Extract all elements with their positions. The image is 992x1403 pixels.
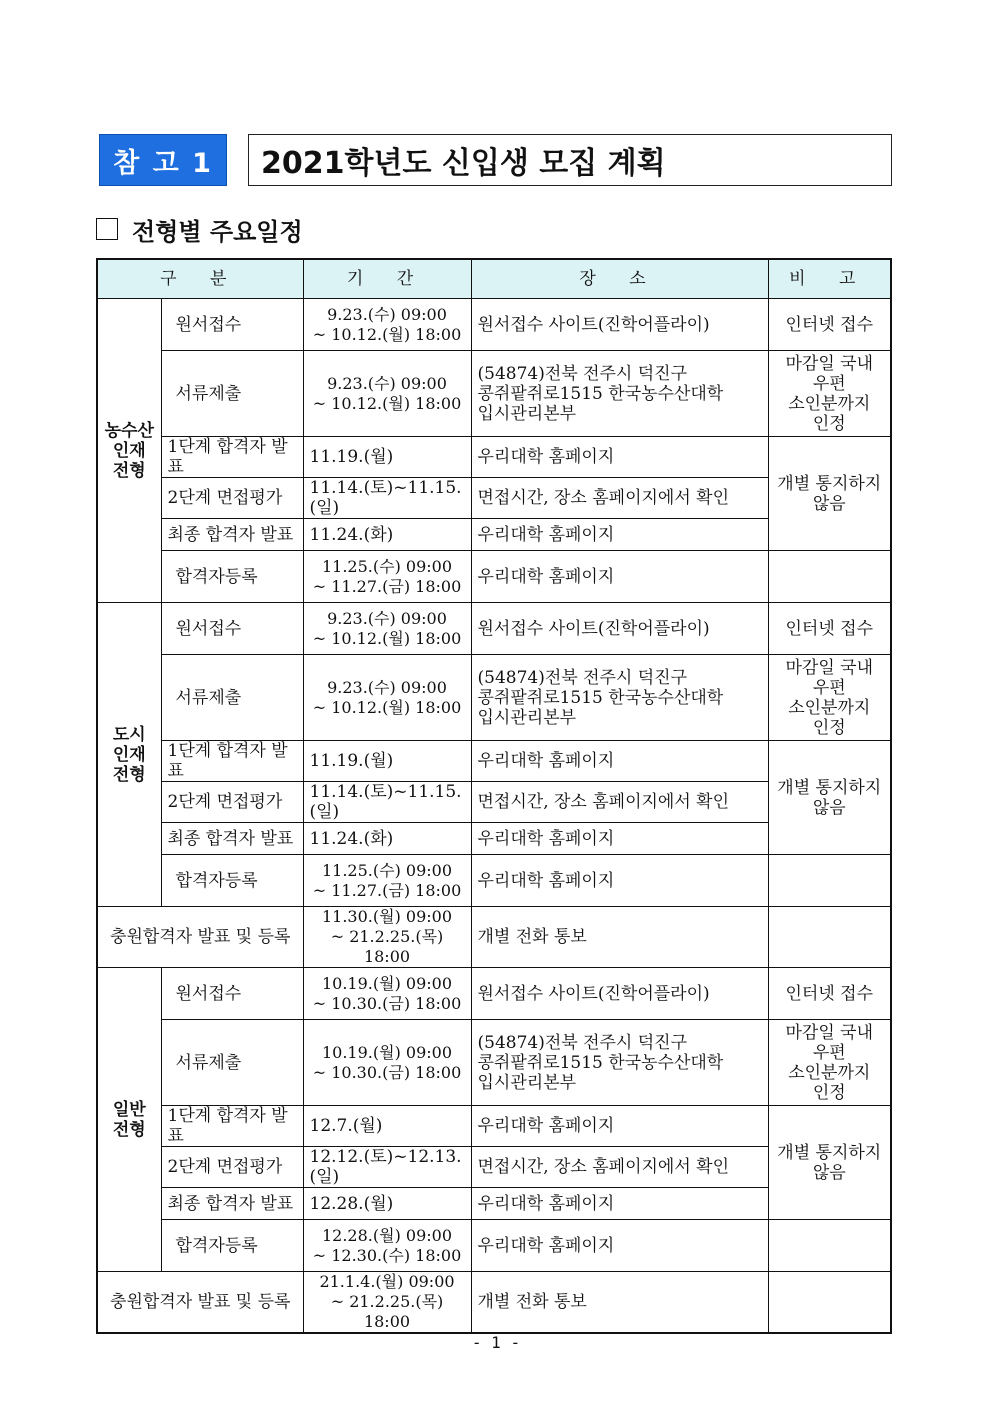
note-cell: 인터넷 접수 (768, 603, 891, 655)
item-cell: 최종 합격자 발표 (161, 519, 303, 551)
note-cell (768, 907, 891, 968)
group-name-cell: 도시 인재 전형 (97, 603, 161, 907)
note-cell: 인터넷 접수 (768, 968, 891, 1020)
item-cell: 2단계 면접평가 (161, 1147, 303, 1188)
item-cell: 최종 합격자 발표 (161, 823, 303, 855)
note-cell (768, 1272, 891, 1334)
period-cell: 11.19.(월) (303, 437, 471, 478)
table-row (97, 907, 891, 968)
header-category: 구 분 (97, 259, 303, 299)
place-cell: 우리대학 홈페이지 (471, 551, 768, 603)
item-cell: 최종 합격자 발표 (161, 1188, 303, 1220)
period-cell: 11.24.(화) (303, 519, 471, 551)
table-row (97, 1272, 891, 1334)
table-row (97, 1106, 891, 1147)
place-cell: 개별 전화 통보 (471, 907, 768, 968)
reference-badge: 참 고 1 (99, 134, 227, 186)
place-cell: (54874)전북 전주시 덕진구 콩쥐팥쥐로1515 한국농수산대학 입시관리본부 (471, 1020, 768, 1106)
period-cell: 12.7.(월) (303, 1106, 471, 1147)
item-cell: 서류제출 (161, 351, 303, 437)
period-cell: 11.30.(월) 09:00 ~ 21.2.25.(목) 18:00 (303, 907, 471, 968)
place-cell: 우리대학 홈페이지 (471, 1106, 768, 1147)
period-cell: 21.1.4.(월) 09:00 ~ 21.2.25.(목) 18:00 (303, 1272, 471, 1334)
note-cell: 마감일 국내 우편 소인분까지 인정 (768, 655, 891, 741)
item-cell: 2단계 면접평가 (161, 782, 303, 823)
item-cell: 1단계 합격자 발표 (161, 1106, 303, 1147)
note-cell: 인터넷 접수 (768, 299, 891, 351)
period-cell: 12.28.(월) (303, 1188, 471, 1220)
item-cell: 원서접수 (161, 603, 303, 655)
table-row (97, 299, 891, 351)
place-cell: 원서접수 사이트(진학어플라이) (471, 603, 768, 655)
place-cell: 면접시간, 장소 홈페이지에서 확인 (471, 478, 768, 519)
period-cell: 10.19.(월) 09:00 ~ 10.30.(금) 18:00 (303, 968, 471, 1020)
period-cell: 11.25.(수) 09:00 ~ 11.27.(금) 18:00 (303, 551, 471, 603)
period-cell: 11.19.(월) (303, 741, 471, 782)
place-cell: (54874)전북 전주시 덕진구 콩쥐팥쥐로1515 한국농수산대학 입시관리본부 (471, 655, 768, 741)
place-cell: (54874)전북 전주시 덕진구 콩쥐팥쥐로1515 한국농수산대학 입시관리본부 (471, 351, 768, 437)
note-cell: 개별 통지하지 않음 (768, 741, 891, 855)
header-period: 기 간 (303, 259, 471, 299)
item-cell: 합격자등록 (161, 1220, 303, 1272)
place-cell: 우리대학 홈페이지 (471, 1188, 768, 1220)
group-name-cell: 농수산 인재 전형 (97, 299, 161, 603)
table-row (97, 855, 891, 907)
table-row (97, 1020, 891, 1106)
period-cell: 11.25.(수) 09:00 ~ 11.27.(금) 18:00 (303, 855, 471, 907)
section-title: 전형별 주요일정 (132, 217, 303, 246)
schedule-table (96, 258, 892, 1334)
period-cell: 10.19.(월) 09:00 ~ 10.30.(금) 18:00 (303, 1020, 471, 1106)
page-title: 2021학년도 신입생 모집 계획 (248, 134, 892, 186)
item-cell: 합격자등록 (161, 551, 303, 603)
table-row (97, 741, 891, 782)
period-cell: 9.23.(수) 09:00 ~ 10.12.(월) 18:00 (303, 655, 471, 741)
period-cell: 9.23.(수) 09:00 ~ 10.12.(월) 18:00 (303, 299, 471, 351)
table-row (97, 551, 891, 603)
table-row (97, 968, 891, 1020)
period-cell: 9.23.(수) 09:00 ~ 10.12.(월) 18:00 (303, 603, 471, 655)
place-cell: 우리대학 홈페이지 (471, 1220, 768, 1272)
period-cell: 11.14.(토)~11.15.(일) (303, 782, 471, 823)
place-cell: 개별 전화 통보 (471, 1272, 768, 1334)
place-cell: 우리대학 홈페이지 (471, 519, 768, 551)
place-cell: 우리대학 홈페이지 (471, 437, 768, 478)
item-cell: 1단계 합격자 발표 (161, 741, 303, 782)
period-cell: 12.12.(토)~12.13.(일) (303, 1147, 471, 1188)
period-cell: 11.14.(토)~11.15.(일) (303, 478, 471, 519)
note-cell (768, 1220, 891, 1272)
item-cell: 2단계 면접평가 (161, 478, 303, 519)
table-header-row (97, 259, 891, 299)
place-cell: 우리대학 홈페이지 (471, 823, 768, 855)
summary-label: 충원합격자 발표 및 등록 (97, 907, 303, 968)
section-heading (96, 212, 303, 246)
place-cell: 원서접수 사이트(진학어플라이) (471, 968, 768, 1020)
group-name-cell: 일반 전형 (97, 968, 161, 1272)
place-cell: 면접시간, 장소 홈페이지에서 확인 (471, 782, 768, 823)
place-cell: 우리대학 홈페이지 (471, 741, 768, 782)
table-row (97, 603, 891, 655)
header-place: 장 소 (471, 259, 768, 299)
checkbox-square-icon (96, 218, 118, 240)
table-row (97, 437, 891, 478)
note-cell: 개별 통지하지 않음 (768, 1106, 891, 1220)
item-cell: 서류제출 (161, 1020, 303, 1106)
table-row (97, 655, 891, 741)
note-cell (768, 855, 891, 907)
summary-label: 충원합격자 발표 및 등록 (97, 1272, 303, 1334)
note-cell (768, 551, 891, 603)
note-cell: 마감일 국내 우편 소인분까지 인정 (768, 1020, 891, 1106)
page-number: - 1 - (471, 1333, 521, 1352)
place-cell: 우리대학 홈페이지 (471, 855, 768, 907)
item-cell: 1단계 합격자 발표 (161, 437, 303, 478)
item-cell: 원서접수 (161, 968, 303, 1020)
header-note: 비 고 (768, 259, 891, 299)
item-cell: 서류제출 (161, 655, 303, 741)
period-cell: 9.23.(수) 09:00 ~ 10.12.(월) 18:00 (303, 351, 471, 437)
note-cell: 마감일 국내 우편 소인분까지 인정 (768, 351, 891, 437)
item-cell: 원서접수 (161, 299, 303, 351)
item-cell: 합격자등록 (161, 855, 303, 907)
period-cell: 11.24.(화) (303, 823, 471, 855)
period-cell: 12.28.(월) 09:00 ~ 12.30.(수) 18:00 (303, 1220, 471, 1272)
table-row (97, 1220, 891, 1272)
table-row (97, 351, 891, 437)
place-cell: 면접시간, 장소 홈페이지에서 확인 (471, 1147, 768, 1188)
note-cell: 개별 통지하지 않음 (768, 437, 891, 551)
place-cell: 원서접수 사이트(진학어플라이) (471, 299, 768, 351)
